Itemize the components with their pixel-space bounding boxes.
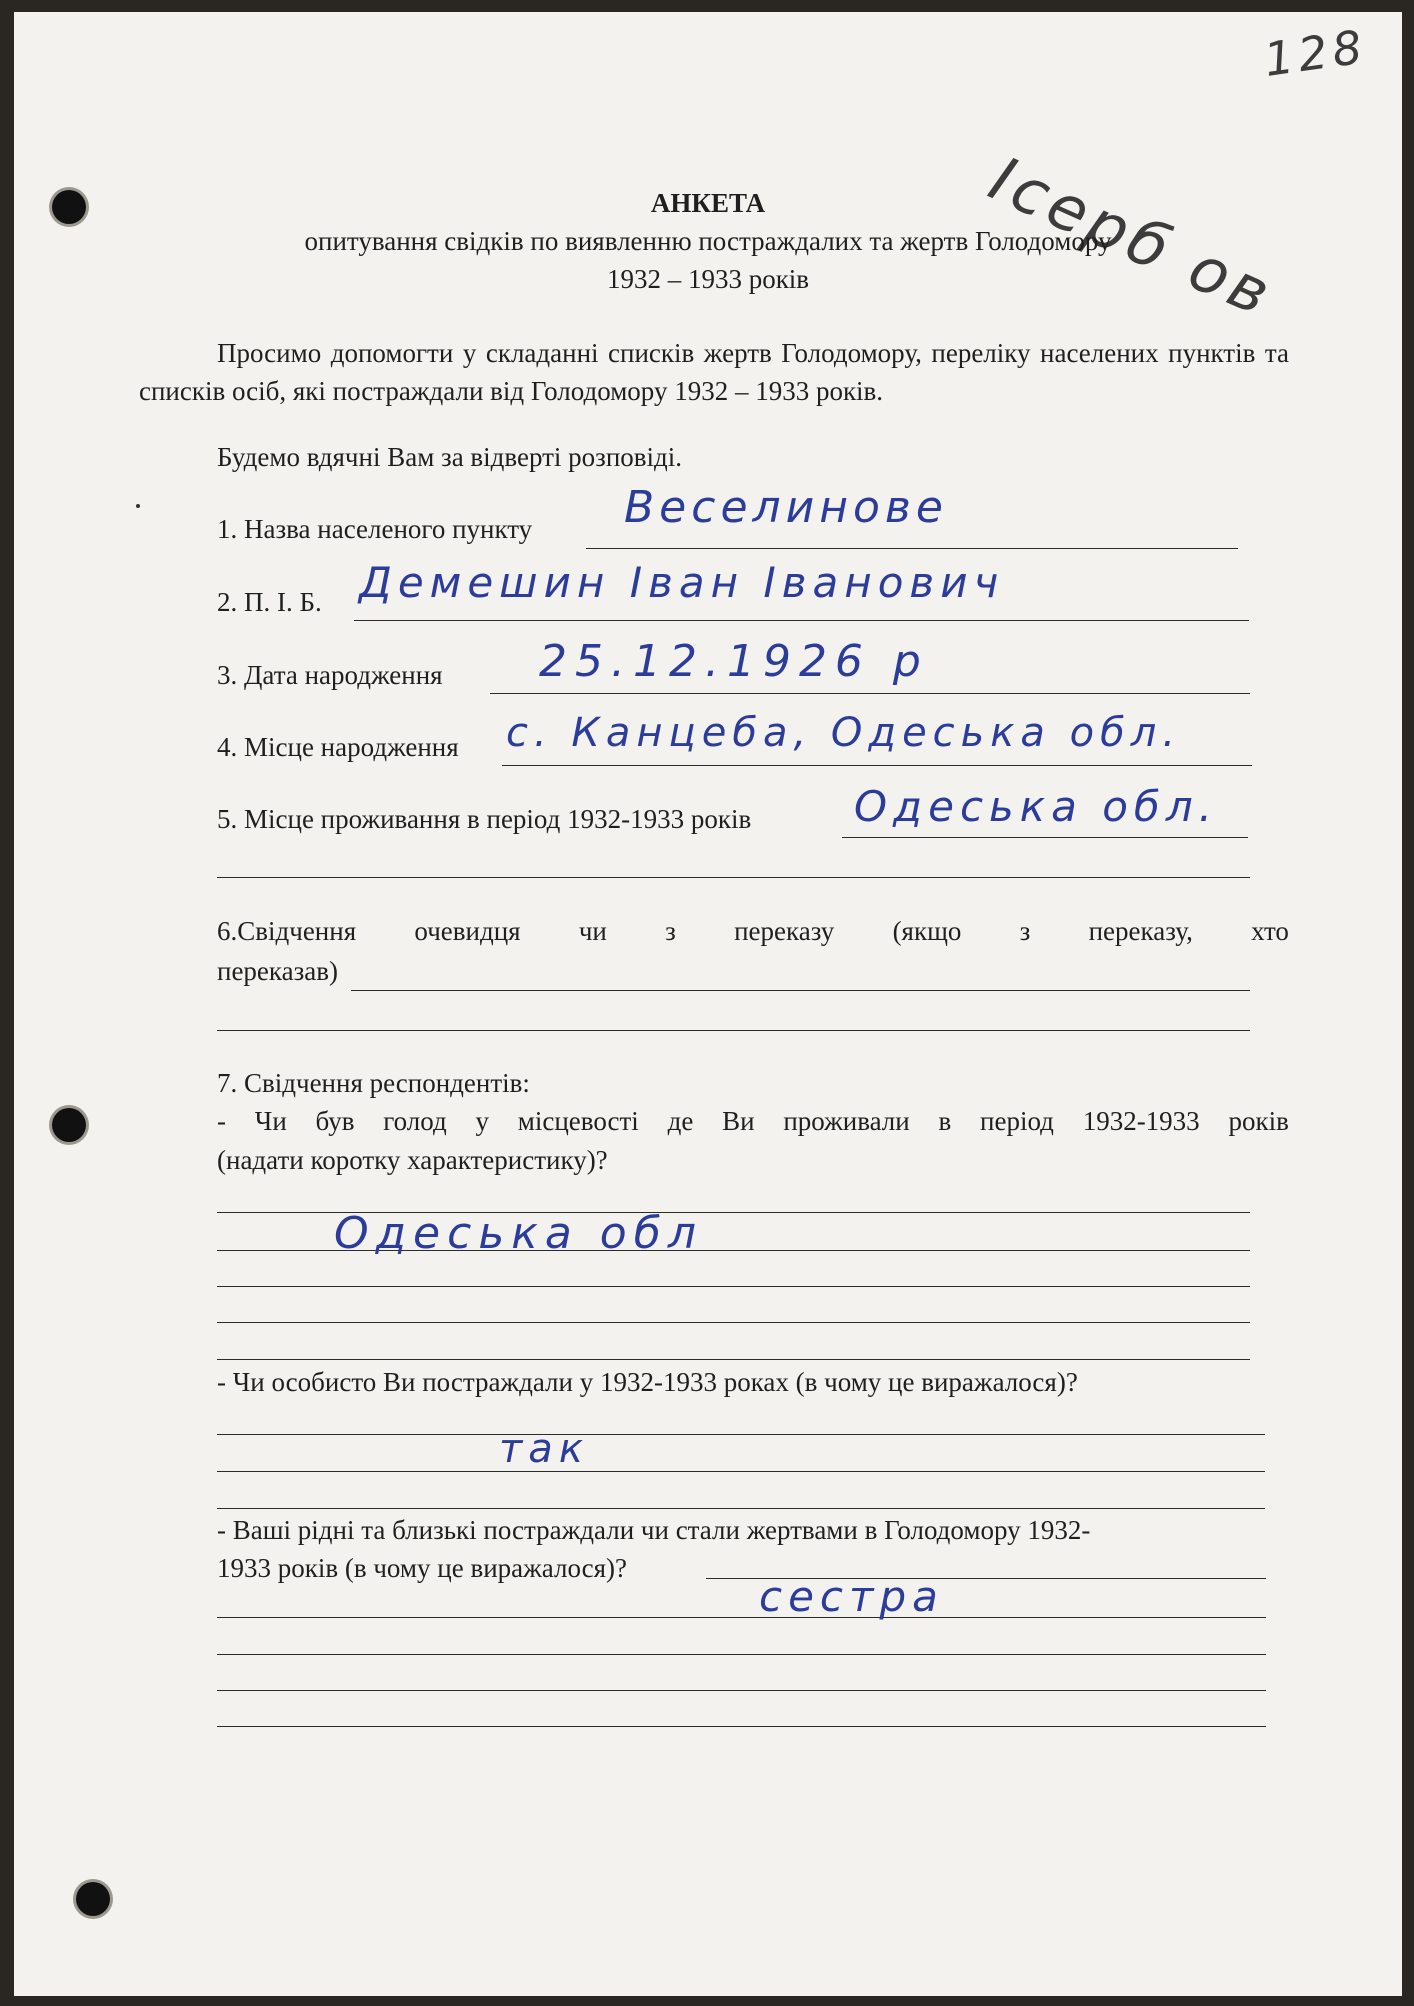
q1-answer-line: [586, 548, 1238, 549]
q7c-answer-line5: [217, 1726, 1266, 1727]
q5-answer-line: [842, 837, 1248, 838]
speck: [136, 504, 140, 508]
q7c-question-line2: 1933 років (в чому це виражалося)?: [217, 1553, 628, 1583]
q7c-answer-line4: [217, 1690, 1266, 1691]
q1-label: 1. Назва населеного пункту: [217, 514, 533, 544]
q1-answer: Веселинове: [624, 482, 948, 533]
q6-answer-line1: [351, 990, 1250, 991]
q7c-answer: сестра: [759, 1572, 944, 1621]
q3-answer-line: [490, 693, 1250, 694]
q4-answer-line: [502, 765, 1252, 766]
q2-label: 2. П. І. Б.: [217, 587, 322, 617]
q7a-answer: Одеська обл: [334, 1208, 703, 1259]
form-subtitle-line2: 1932 – 1933 років: [606, 264, 810, 294]
q7c-question-line1: - Ваші рідні та близькі постраждали чи стали жертвами в Голодомору 1932-: [217, 1515, 1091, 1545]
q7b-question: - Чи особисто Ви постраждали у 1932-1933 роках (в чому це виражалося)?: [217, 1367, 1078, 1397]
q4-answer: с. Канцеба, Одеська обл.: [506, 710, 1182, 756]
punch-hole-middle: [52, 1108, 86, 1142]
q6-answer-line2: [217, 1030, 1250, 1031]
q7c-answer-line2: [217, 1617, 1266, 1618]
q7b-answer: так: [499, 1426, 589, 1472]
form-subtitle-line1: опитування свідків по виявленню постраждалих та жертв Голодомору: [304, 226, 1112, 256]
q7a-answer-line3: [217, 1286, 1250, 1287]
q7b-answer-line3: [217, 1508, 1265, 1509]
q2-answer: Демешин Іван Іванович: [359, 558, 1005, 607]
q7-heading: 7. Свідчення респондентів:: [217, 1068, 530, 1098]
archive-page-number: 128: [1260, 19, 1371, 87]
q5-label: 5. Місце проживання в період 1932-1933 років: [217, 804, 752, 834]
q7a-answer-line4: [217, 1322, 1250, 1323]
q3-answer: 25.12.1926 р: [539, 636, 929, 687]
q4-label: 4. Місце народження: [217, 732, 459, 762]
form-title: АНКЕТА: [650, 188, 766, 218]
thanks-text: Будемо вдячні Вам за відверті розповіді.: [217, 442, 683, 472]
margin-handwritten-note: Ісерб ов: [979, 142, 1286, 332]
q3-label: 3. Дата народження: [217, 660, 443, 690]
q7a-question-line1: - Чи був голод у місцевості де Ви проживали в період 1932-1933 років: [217, 1106, 1289, 1136]
document-page: [14, 12, 1402, 1996]
q2-answer-line: [354, 620, 1249, 621]
q5-answer: Одеська обл.: [854, 782, 1219, 831]
q6-question-line1: 6.Свідчення очевидця чи з переказу (якщо з переказу, хто: [217, 916, 1289, 946]
q7a-answer-line5: [217, 1359, 1250, 1360]
q7c-answer-line3: [217, 1654, 1266, 1655]
intro-paragraph: Просимо допомогти у складанні списків жертв Голодомору, переліку населених пунктів та списків осіб, які постраждали від Голодомору 1932 – 1933 років.: [139, 338, 1289, 406]
q7b-answer-line2: [217, 1471, 1265, 1472]
q6-question-line2: переказав): [217, 956, 338, 986]
q5-extra-line: [217, 877, 1250, 878]
punch-hole-bottom: [76, 1882, 110, 1916]
q7b-answer-line1: [217, 1434, 1265, 1435]
q7a-question-line2: (надати коротку характеристику)?: [217, 1145, 608, 1175]
